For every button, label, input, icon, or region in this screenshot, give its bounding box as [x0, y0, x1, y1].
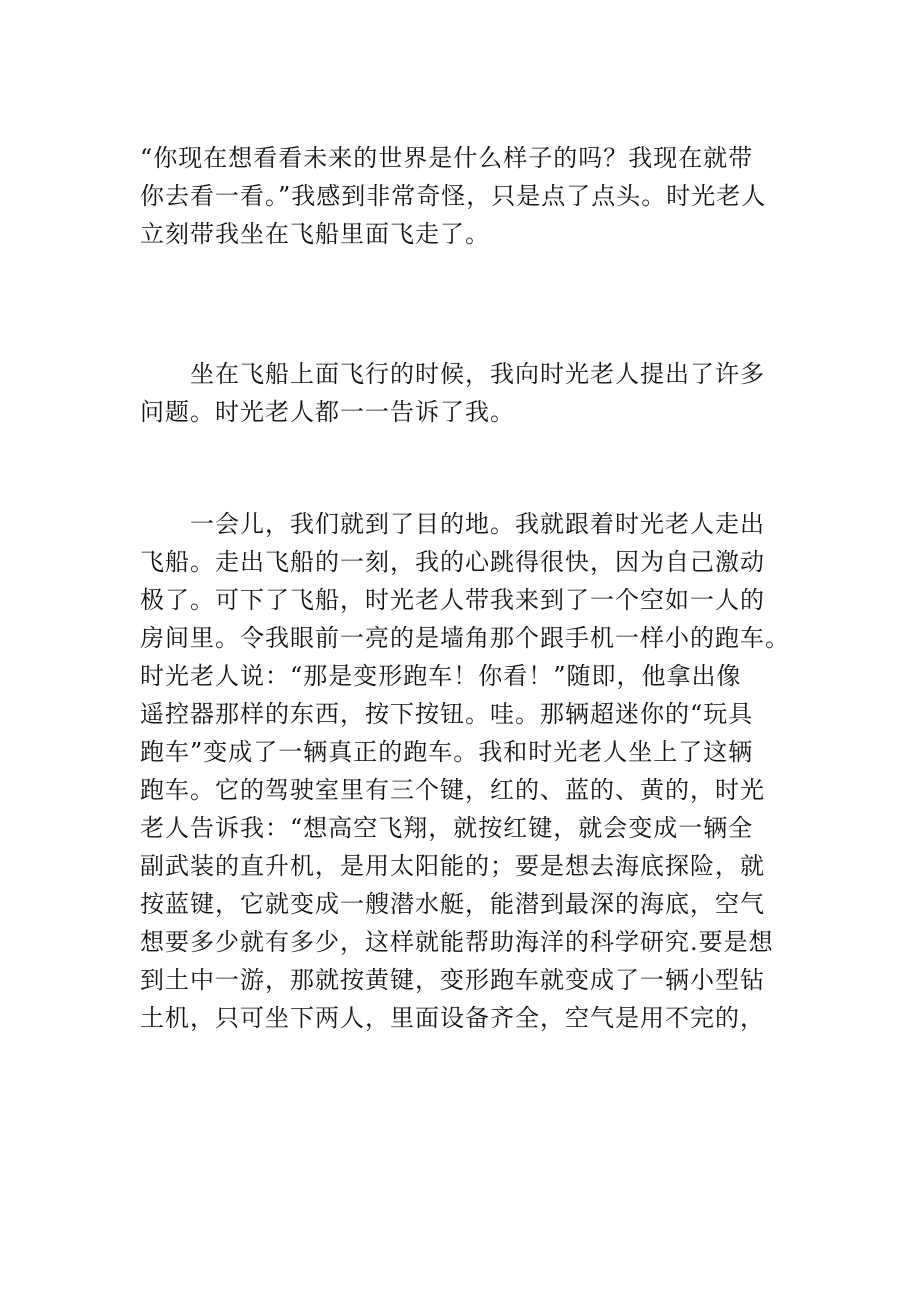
paragraph-line: 遥控器那样的东西，按下按钮。哇。那辆超迷你的“玩具	[140, 700, 754, 728]
paragraph-line: 时光老人说：“那是变形跑车！你看！”随即，他拿出像	[140, 662, 742, 690]
paragraph-line: 你去看一看。”我感到非常奇怪，只是点了点头。时光老人	[140, 182, 767, 210]
paragraph-line: 问题。时光老人都一一告诉了我。	[140, 398, 515, 426]
paragraph-line: 老人告诉我：“想高空飞翔，就按红键，就会变成一辆全	[140, 814, 754, 842]
paragraph-line: 土机，只可坐下两人，里面设备齐全，空气是用不完的，	[140, 1004, 765, 1032]
paragraph-line: 极了。可下了飞船，时光老人带我来到了一个空如一人的	[140, 586, 765, 614]
paragraph-line: “你现在想看看未来的世界是什么样子的吗？我现在就带	[140, 144, 754, 172]
paragraph-line: 房间里。令我眼前一亮的是墙角那个跟手机一样小的跑车。	[140, 624, 790, 652]
paragraph-1	[140, 139, 780, 253]
paragraph-line: 跑车”变成了一辆真正的跑车。我和时光老人坐上了这辆	[140, 738, 754, 766]
paragraph-line: 一会儿，我们就到了目的地。我就跟着时光老人走出	[140, 510, 765, 538]
paragraph-2	[140, 355, 780, 431]
paragraph-line: 到土中一游，那就按黄键，变形跑车就变成了一辆小型钻	[140, 966, 765, 994]
paragraph-line: 坐在飞船上面飞行的时候，我向时光老人提出了许多	[140, 360, 765, 388]
paragraph-line: 按蓝键，它就变成一艘潜水艇，能潜到最深的海底，空气	[140, 890, 765, 918]
paragraph-line: 飞船。走出飞船的一刻，我的心跳得很快，因为自己激动	[140, 548, 765, 576]
paragraph-line: 副武装的直升机，是用太阳能的；要是想去海底探险，就	[140, 852, 765, 880]
paragraph-line: 立刻带我坐在飞船里面飞走了。	[140, 220, 490, 248]
paragraph-line: 想要多少就有多少，这样就能帮助海洋的科学研究.要是想	[140, 928, 774, 956]
paragraph-3	[140, 505, 790, 1037]
paragraph-line: 跑车。它的驾驶室里有三个键，红的、蓝的、黄的，时光	[140, 776, 765, 804]
